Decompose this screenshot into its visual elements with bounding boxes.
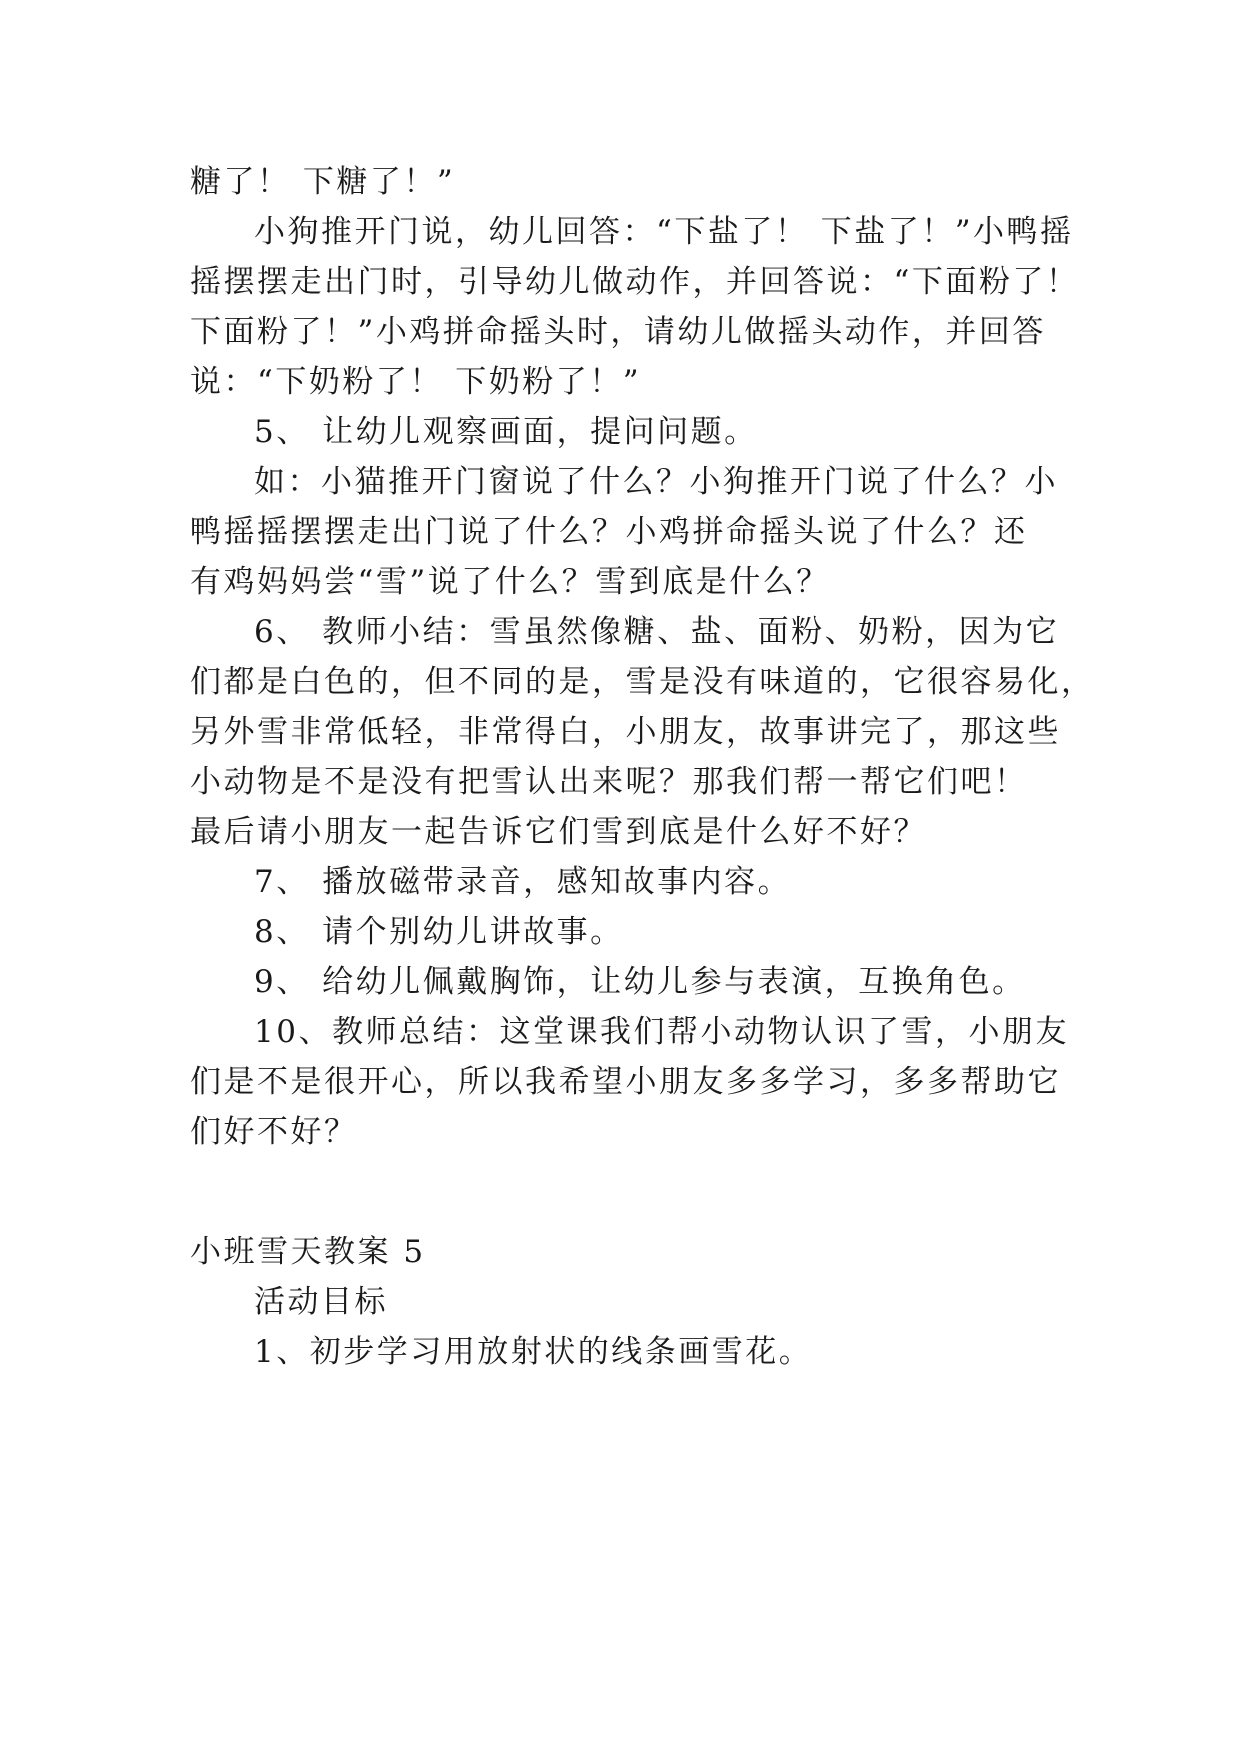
text-line: 最后请小朋友一起告诉它们雪到底是什么好不好？ (190, 814, 927, 850)
text-line: 小动物是不是没有把雪认出来呢？那我们帮一帮它们吧！ (190, 764, 1028, 800)
text-line: 如：小猫推开门窗说了什么？小狗推开门说了什么？小 (254, 464, 1058, 500)
text-line: 们是不是很开心，所以我希望小朋友多多学习，多多帮助它 (190, 1064, 1061, 1100)
text-line: 糖了！ 下糖了！” (190, 164, 456, 200)
text-line: 有鸡妈妈尝“雪”说了什么？雪到底是什么？ (190, 564, 830, 600)
text-line: 鸭摇摇摆摆走出门说了什么？小鸡拼命摇头说了什么？还 (190, 514, 1028, 550)
text-line: 下面粉了！”小鸡拼命摇头时，请幼儿做摇头动作，并回答 (190, 314, 1046, 350)
text-line: 9、 给幼儿佩戴胸饰，让幼儿参与表演，互换角色。 (254, 964, 1026, 1000)
section-title: 小班雪天教案 5 (190, 1234, 426, 1270)
subsection-heading: 活动目标 (254, 1284, 388, 1320)
text-line: 说：“下奶粉了！ 下奶粉了！” (190, 364, 642, 400)
text-line: 摇摆摆走出门时，引导幼儿做动作，并回答说：“下面粉了！ (190, 264, 1080, 300)
text-line: 6、 教师小结：雪虽然像糖、盐、面粉、奶粉，因为它 (254, 614, 1060, 650)
text-line: 小狗推开门说，幼儿回答：“下盐了！ 下盐了！”小鸭摇 (254, 214, 1074, 250)
text-line: 7、 播放磁带录音，感知故事内容。 (254, 864, 792, 900)
text-line: 们都是白色的，但不同的是，雪是没有味道的，它很容易化， (190, 664, 1095, 700)
text-line: 1、初步学习用放射状的线条画雪花。 (254, 1334, 813, 1370)
text-line: 10、教师总结：这堂课我们帮小动物认识了雪，小朋友 (254, 1014, 1069, 1050)
text-line: 8、 请个别幼儿讲故事。 (254, 914, 624, 950)
text-line: 们好不好？ (190, 1114, 358, 1150)
text-line: 另外雪非常低轻，非常得白，小朋友，故事讲完了，那这些 (190, 714, 1061, 750)
text-line: 5、 让幼儿观察画面，提问问题。 (254, 414, 758, 450)
